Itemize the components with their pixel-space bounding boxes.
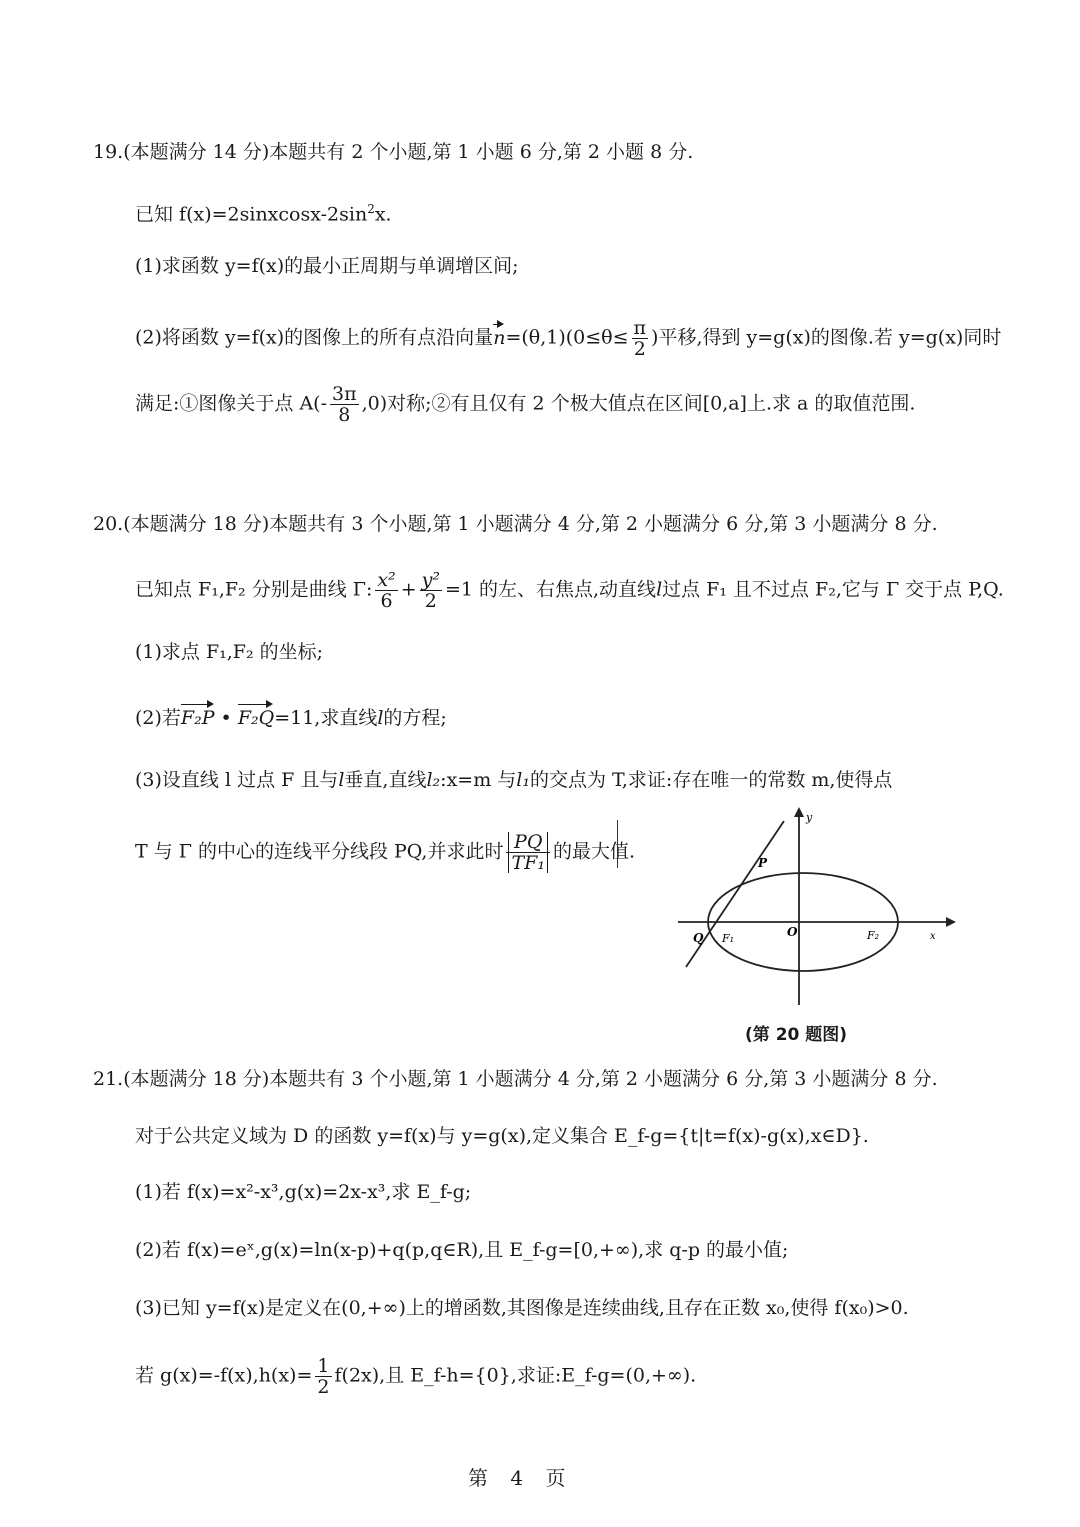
q20-part1: (1)求点 F₁,F₂ 的坐标; bbox=[135, 641, 324, 663]
q20-given: 已知点 F₁,F₂ 分别是曲线 Γ: $\frac{\text{x²}}{6}$ + $\frac{\text{y²}}{2}$ =1 的左、右焦点,动直线l过点 F₁ 且不过点 F₂,它与 Γ 交于点 P,Q. bbox=[135, 569, 1004, 612]
figure-caption: (第 20 题图) bbox=[745, 1025, 848, 1045]
q21-part1: (1)若 f(x)=x²-x³,g(x)=2x-x³,求 E_f-g; bbox=[135, 1181, 472, 1203]
text-cursor bbox=[617, 820, 618, 868]
ellipse-figure bbox=[668, 805, 958, 1045]
q19-header: 19.(本题满分 14 分)本题共有 2 个小题,第 1 小题 6 分,第 2 小题 8 分. bbox=[93, 141, 694, 163]
q21-header: 21.(本题满分 18 分)本题共有 3 个小题,第 1 小题满分 4 分,第 2 小题满分 6 分,第 3 小题满分 8 分. bbox=[93, 1068, 938, 1090]
line-l bbox=[686, 821, 784, 967]
x-axis-arrow bbox=[946, 917, 956, 927]
vector-n: n bbox=[493, 322, 505, 350]
q20-part2: (2)若F₂P • F₂Q=11,求直线l的方程; bbox=[135, 702, 447, 730]
y-axis-label: y bbox=[806, 811, 813, 824]
q20-header: 20.(本题满分 18 分)本题共有 3 个小题,第 1 小题满分 4 分,第 2 小题满分 6 分,第 3 小题满分 8 分. bbox=[93, 513, 938, 535]
page-number: 第 4 页 bbox=[468, 1466, 574, 1490]
q19-part2: (2)将函数 y=f(x)的图像上的所有点沿向量n=(θ,1)(0≤θ≤ $\frac{\pi}{2}$ )平移,得到 y=g(x)的图像.若 y=g(x)同时 bbox=[135, 317, 1002, 360]
q21-part3: (3)已知 y=f(x)是定义在(0,+∞)上的增函数,其图像是连续曲线,且存在正数 x₀,使得 f(x₀)>0. bbox=[135, 1297, 909, 1319]
x-axis-label: x bbox=[930, 931, 936, 942]
f2-label: F₂ bbox=[867, 929, 880, 942]
f1-label: F₁ bbox=[722, 932, 735, 945]
q19-part2-cont: 满足:①图像关于点 A(- $\frac{3\pi}{8}$ ,0)对称;②有且仅有 2 个极大值点在区间[0,a]上.求 a 的取值范围. bbox=[135, 383, 916, 426]
q20-part3-cont: T 与 Γ 的中心的连线平分线段 PQ,并求此时 $\frac{PQ}{\text{TF₁}}$ 的最大值. bbox=[135, 831, 636, 874]
origin-label: O bbox=[787, 925, 798, 939]
q21-given: 对于公共定义域为 D 的函数 y=f(x)与 y=g(x),定义集合 E_f-g={t|t=f(x)-g(x),x∈D}. bbox=[135, 1125, 869, 1147]
q19-part1: (1)求函数 y=f(x)的最小正周期与单调增区间; bbox=[135, 255, 519, 277]
q19-given: 已知 $f(x)=2sinxcosx-2\sin^2x$. bbox=[135, 202, 392, 226]
q20-part3: (3)设直线 l 过点 F 且与l垂直,直线l₂:x=m 与l₁的交点为 T,求证:存在唯一的常数 m,使得点 bbox=[135, 769, 893, 791]
q21-part3-cont: 若 g(x)=-f(x),h(x)= $\frac{1}{2}$ f(2x),且 E_f-h={0},求证:E_f-g=(0,+∞). bbox=[135, 1355, 697, 1398]
q21-part2: (2)若 f(x)=eˣ,g(x)=ln(x-p)+q(p,q∈R),且 E_f-g=[0,+∞),求 q-p 的最小值; bbox=[135, 1239, 789, 1261]
point-q-label: Q bbox=[693, 931, 704, 945]
point-p-label: P bbox=[758, 856, 768, 870]
y-axis-arrow bbox=[794, 807, 804, 817]
